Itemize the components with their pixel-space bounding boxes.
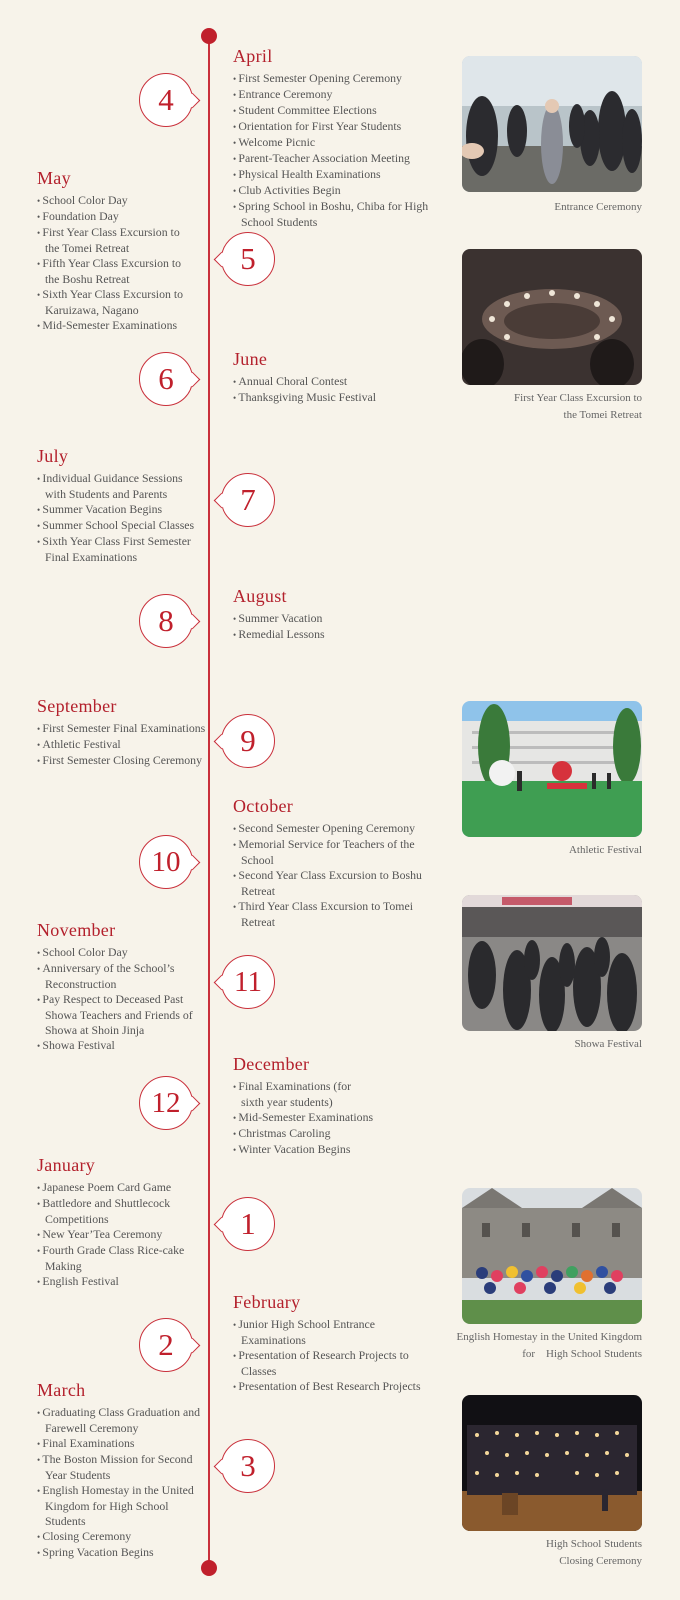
event-item: • English Homestay in the United Kingdom for High School Students	[37, 1483, 203, 1529]
month-october	[233, 796, 428, 930]
event-list	[37, 945, 197, 1054]
month-title: May	[37, 168, 71, 188]
event-item: • Fourth Grade Class Rice-cake Making	[37, 1243, 197, 1274]
month-bubble-november: 11	[221, 955, 275, 1009]
event-item: • Spring Vacation Begins	[37, 1545, 203, 1561]
photo-caption: High School Students Closing Ceremony	[546, 1538, 642, 1567]
event-item: • Welcome Picnic	[233, 135, 443, 151]
month-january	[37, 1155, 197, 1290]
event-item: • First Year Class Excursion to the Tomei Retreat	[37, 225, 197, 256]
event-item: • First Semester Final Examinations	[37, 721, 207, 737]
photo-caption: Athletic Festival	[568, 844, 642, 856]
month-bubble-december: 12	[139, 1076, 193, 1130]
event-item: • First Semester Closing Ceremony	[37, 753, 207, 769]
event-list	[37, 193, 197, 334]
event-list	[37, 1180, 197, 1290]
month-june	[233, 349, 433, 406]
month-title: July	[37, 446, 69, 466]
event-item: • Spring School in Boshu, Chiba for High School Students	[233, 199, 443, 230]
month-title: March	[37, 1380, 86, 1400]
event-item: • Sixth Year Class Excursion to Karuizawa, Nagano	[37, 287, 197, 318]
month-bubble-march: 3	[221, 1439, 275, 1493]
event-item: • Third Year Class Excursion to Tomei Retreat	[233, 899, 428, 930]
event-item: • Individual Guidance Sessions with Students and Parents	[37, 471, 197, 502]
event-item: • Final Examinations	[37, 1436, 203, 1452]
event-item: • Final Examinations (for sixth year students)	[233, 1079, 361, 1110]
photo-closing-ceremony	[462, 1395, 642, 1531]
event-item: • Foundation Day	[37, 209, 197, 225]
photo-english-homestay	[462, 1188, 642, 1324]
month-title: November	[37, 920, 116, 940]
month-bubble-february: 2	[139, 1318, 193, 1372]
timeline-end-dot	[201, 1560, 217, 1576]
event-list	[37, 721, 207, 769]
photo-showa-festival	[462, 895, 642, 1031]
event-item: • Parent-Teacher Association Meeting	[233, 151, 443, 167]
event-item: • Junior High School Entrance Examinations	[233, 1317, 428, 1348]
month-november	[37, 920, 197, 1054]
month-bubble-august: 8	[139, 594, 193, 648]
photo-tomei-retreat	[462, 249, 642, 385]
event-item: • Graduating Class Graduation and Farewell Ceremony	[37, 1405, 203, 1436]
event-list	[233, 611, 433, 643]
event-item: • First Semester Opening Ceremony	[233, 71, 443, 87]
event-item: • Physical Health Examinations	[233, 167, 443, 183]
event-item: • Christmas Caroling	[233, 1126, 433, 1142]
event-item: • Sixth Year Class First Semester Final Examinations	[37, 534, 197, 565]
month-title: June	[233, 349, 268, 369]
event-item: • Summer School Special Classes	[37, 518, 197, 534]
event-item: • Winter Vacation Begins	[233, 1142, 433, 1158]
event-item: • Pay Respect to Deceased Past Showa Teachers and Friends of Showa at Shoin Jinja	[37, 992, 197, 1038]
month-title: February	[233, 1292, 301, 1312]
month-july	[37, 446, 197, 565]
event-item: • School Color Day	[37, 193, 197, 209]
event-list	[233, 1317, 428, 1395]
month-bubble-october: 10	[139, 835, 193, 889]
event-item: • Orientation for First Year Students	[233, 119, 443, 135]
photo-caption: English Homestay in the United Kingdom for High School Students	[456, 1331, 642, 1360]
month-title: September	[37, 696, 117, 716]
month-title: December	[233, 1054, 310, 1074]
photo-caption: Showa Festival	[574, 1038, 642, 1050]
month-december	[233, 1054, 433, 1158]
event-item: • Second Semester Opening Ceremony	[233, 821, 428, 837]
month-september	[37, 696, 207, 769]
event-item: • Mid-Semester Examinations	[233, 1110, 433, 1126]
month-bubble-january: 1	[221, 1197, 275, 1251]
event-item: • Battledore and Shuttlecock Competitions	[37, 1196, 197, 1227]
month-february	[233, 1292, 428, 1395]
event-item: • Thanksgiving Music Festival	[233, 390, 433, 406]
month-march	[37, 1380, 203, 1561]
month-title: January	[37, 1155, 96, 1175]
event-list	[233, 71, 443, 230]
event-list	[37, 1405, 203, 1561]
event-item: • Mid-Semester Examinations	[37, 318, 197, 334]
event-item: • Memorial Service for Teachers of the School	[233, 837, 428, 868]
event-item: • Club Activities Begin	[233, 183, 443, 199]
event-item: • English Festival	[37, 1274, 197, 1290]
event-item: • Summer Vacation Begins	[37, 502, 197, 518]
event-item: • School Color Day	[37, 945, 197, 961]
event-list	[233, 1079, 433, 1158]
event-item: • Athletic Festival	[37, 737, 207, 753]
event-list	[233, 374, 433, 406]
month-bubble-september: 9	[221, 714, 275, 768]
timeline-start-dot	[201, 28, 217, 44]
event-item: • Presentation of Best Research Projects	[233, 1379, 428, 1395]
month-april	[233, 46, 443, 230]
month-august	[233, 586, 433, 643]
event-item: • Second Year Class Excursion to Boshu Retreat	[233, 868, 428, 899]
month-title: April	[233, 46, 273, 66]
month-may	[37, 168, 197, 334]
event-item: • Showa Festival	[37, 1038, 197, 1054]
event-item: • Anniversary of the School’s Reconstruction	[37, 961, 197, 992]
month-bubble-april: 4	[139, 73, 193, 127]
month-bubble-may: 5	[221, 232, 275, 286]
month-title: October	[233, 796, 294, 816]
event-list	[37, 471, 197, 565]
event-item: • Fifth Year Class Excursion to the Boshu Retreat	[37, 256, 197, 287]
event-item: • Student Committee Elections	[233, 103, 443, 119]
event-item: • Japanese Poem Card Game	[37, 1180, 197, 1196]
month-bubble-july: 7	[221, 473, 275, 527]
photo-caption: Entrance Ceremony	[554, 201, 642, 213]
photo-athletic-festival	[462, 701, 642, 837]
month-title: August	[233, 586, 287, 606]
event-item: • Presentation of Research Projects to Classes	[233, 1348, 428, 1379]
event-item: • Entrance Ceremony	[233, 87, 443, 103]
event-item: • New Year’Tea Ceremony	[37, 1227, 197, 1243]
event-item: • The Boston Mission for Second Year Students	[37, 1452, 203, 1483]
photo-entrance-ceremony	[462, 56, 642, 192]
photo-caption: First Year Class Excursion to the Tomei Retreat	[513, 392, 642, 421]
event-item: • Remedial Lessons	[233, 627, 433, 643]
event-item: • Summer Vacation	[233, 611, 433, 627]
event-item: • Annual Choral Contest	[233, 374, 433, 390]
event-item: • Closing Ceremony	[37, 1529, 203, 1545]
month-bubble-june: 6	[139, 352, 193, 406]
event-list	[233, 821, 428, 930]
timeline-line	[208, 36, 210, 1568]
